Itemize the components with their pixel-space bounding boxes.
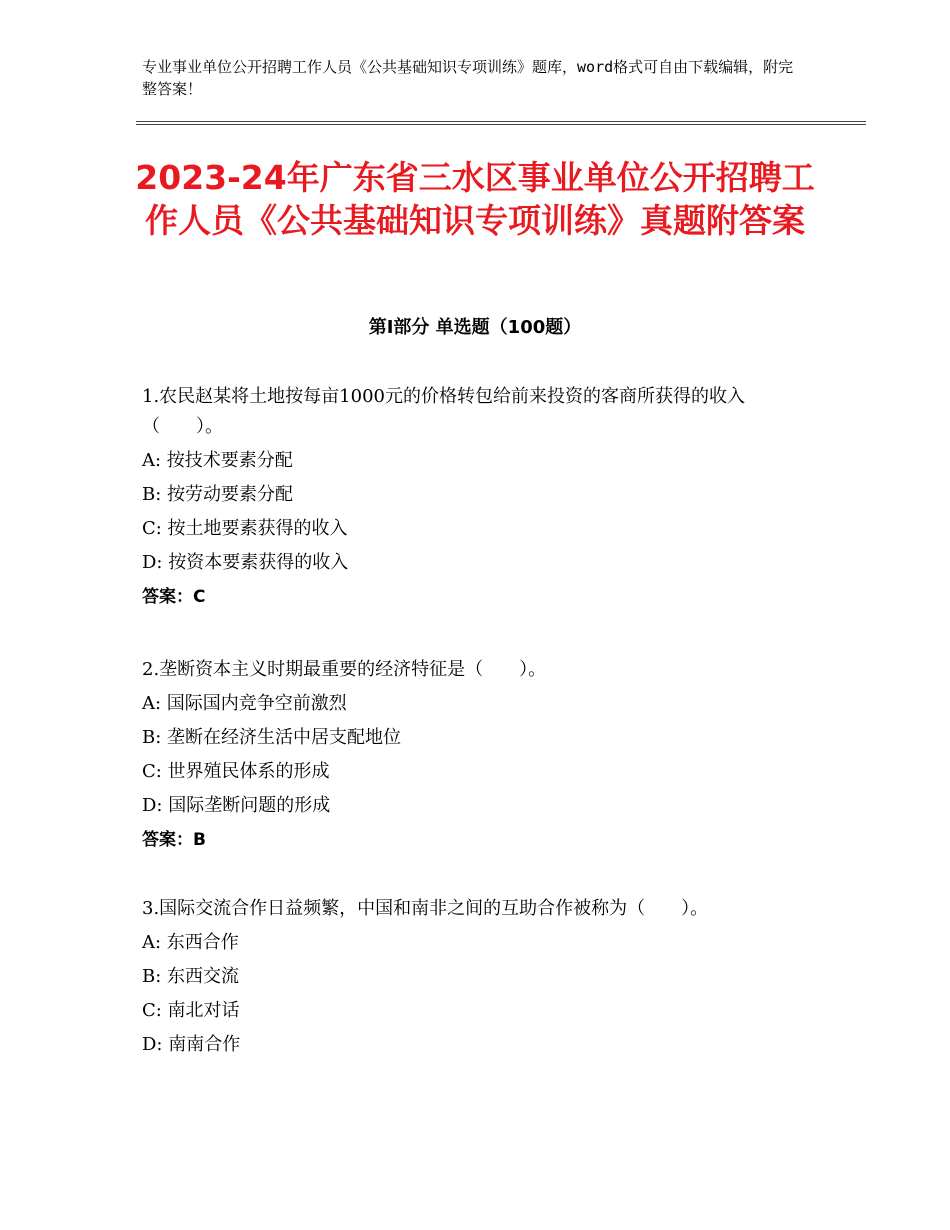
option-a: A: 东西合作 (142, 932, 239, 953)
question-stem: 3.国际交流合作日益频繁，中国和南非之间的互助合作被称为（ ）。 (142, 898, 709, 919)
option-d: D: 南南合作 (142, 1034, 241, 1055)
option-c: C: 南北对话 (142, 1000, 240, 1021)
answer: 答案：C (142, 587, 206, 607)
option-d: D: 国际垄断问题的形成 (142, 795, 331, 816)
option-b: B: 按劳动要素分配 (142, 484, 294, 505)
question-stem: 2.垄断资本主义时期最重要的经济特征是（ ）。 (142, 659, 547, 680)
option-c: C: 世界殖民体系的形成 (142, 761, 330, 782)
header-note: 专业事业单位公开招聘工作人员《公共基础知识专项训练》题库，word格式可自由下载编辑，附完整答案！ (142, 58, 794, 98)
header-divider-bottom (136, 124, 866, 125)
option-c: C: 按土地要素获得的收入 (142, 518, 348, 539)
option-d: D: 按资本要素获得的收入 (142, 552, 349, 573)
answer: 答案：B (142, 830, 206, 850)
document-title: 2023-24年广东省三水区事业单位公开招聘工作人员《公共基础知识专项训练》真题附答案 (135, 158, 815, 240)
option-b: B: 垄断在经济生活中居支配地位 (142, 727, 402, 748)
header-divider-top (136, 121, 866, 122)
question-1 (142, 382, 812, 612)
option-a: A: 国际国内竞争空前激烈 (142, 693, 347, 714)
option-a: A: 按技术要素分配 (142, 450, 293, 471)
question-2 (142, 655, 812, 855)
option-b: B: 东西交流 (142, 966, 240, 987)
question-3 (142, 894, 812, 1064)
question-stem: 1.农民赵某将土地按每亩1000元的价格转包给前来投资的客商所获得的收入（ ）。 (142, 386, 745, 437)
section-title: 第I部分 单选题（100题） (368, 317, 582, 338)
